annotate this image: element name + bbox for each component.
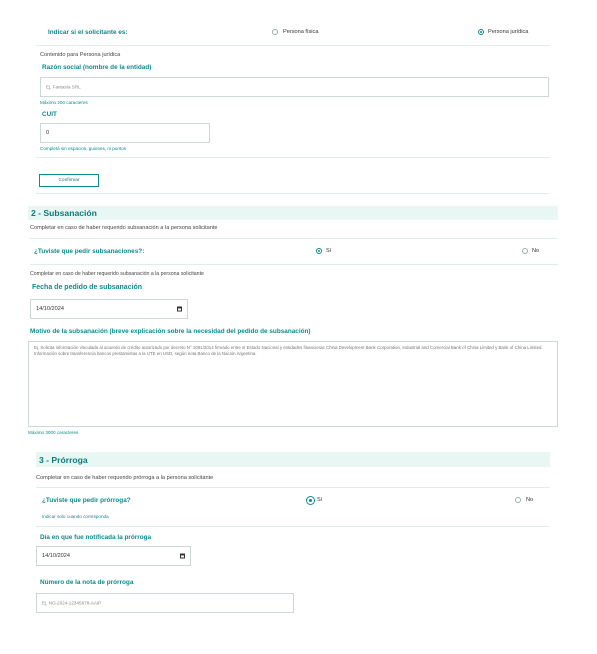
fecha-subsanacion-label: Fecha de pedido de subsanación [32,284,143,291]
razon-social-label: Razón social (nombre de la entidad) [42,64,152,71]
solicitante-label: Indicar si el solicitante es: [48,29,128,36]
cuit-label: CUIT [42,111,57,118]
divider [36,193,550,194]
content-label: Contenido para Persona jurídica [40,52,121,58]
radio-subsanacion-si-label: Sí [326,248,332,254]
prorroga-question: ¿Tuviste que pedir prórroga? [42,497,131,504]
radio-subsanacion-si[interactable] [316,248,322,254]
divider [36,487,550,488]
radio-prorroga-no-label: No [526,497,534,503]
numero-nota-placeholder: Ej. NO-2024-12345678-AAIP [42,600,102,606]
subsanacion-header [28,206,558,220]
radio-subsanacion-no-label: No [532,248,540,254]
fecha-subsanacion-value: 14/10/2024 [36,306,64,312]
divider [30,264,558,265]
prorroga-title: 3 - Prórroga [39,455,88,465]
radio-prorroga-si[interactable] [306,496,315,505]
radio-subsanacion-no[interactable] [522,248,528,254]
motivo-label: Motivo de la subsanación (breve explicación sobre la necesidad del pedido de subsanación) [30,328,311,335]
dia-notificada-label: Día en que fue notificada la prórroga [40,534,152,541]
radio-persona-juridica[interactable] [478,29,484,35]
fecha-subsanacion-input[interactable] [30,299,188,319]
prorroga-header [36,452,550,467]
radio-prorroga-no[interactable] [515,497,521,503]
motivo-hint: Máximo 3000 caracteres [28,430,79,435]
divider [36,526,550,527]
radio-prorroga-si-label: Sí [317,497,323,503]
prorroga-hint: Indicar solo cuando corresponda [42,514,109,519]
cuit-hint: Completá sin espacios, guiones, ni puntos [40,146,127,151]
numero-nota-label: Número de la nota de prórroga [40,579,134,586]
cuit-input[interactable] [40,123,210,143]
divider [30,238,558,239]
prorroga-subtitle: Completar en caso de haber requerido prórroga a la persona solicitante [36,475,214,481]
razon-social-input[interactable] [40,77,549,97]
dia-notificada-value: 14/10/2024 [42,553,70,559]
subsanacion-note: Completar en caso de haber requerido subsanación a la persona solicitante [30,271,204,277]
subsanacion-subtitle: Completar en caso de haber requerido subsanación a la persona solicitante [30,225,218,231]
radio-persona-fisica[interactable] [272,29,278,35]
dia-notificada-input[interactable] [36,546,191,566]
razon-social-hint: Máximo 200 caracteres [40,100,88,105]
subsanacion-title: 2 - Subsanación [31,208,97,218]
radio-persona-juridica-label: Persona jurídica [488,29,529,35]
confirm-button[interactable]: Confirmar [39,174,99,187]
divider [36,157,550,158]
radio-persona-fisica-label: Persona física [283,29,319,35]
numero-nota-input[interactable] [36,593,294,613]
cuit-value: 0 [46,130,50,136]
razon-social-placeholder: Ej. Fantasía SRL [46,84,81,90]
motivo-textarea[interactable] [28,341,558,427]
calendar-icon[interactable] [177,307,182,312]
subsanacion-question: ¿Tuviste que pedir subsanaciones?: [34,248,145,255]
divider [36,45,550,46]
calendar-icon[interactable] [180,554,185,559]
